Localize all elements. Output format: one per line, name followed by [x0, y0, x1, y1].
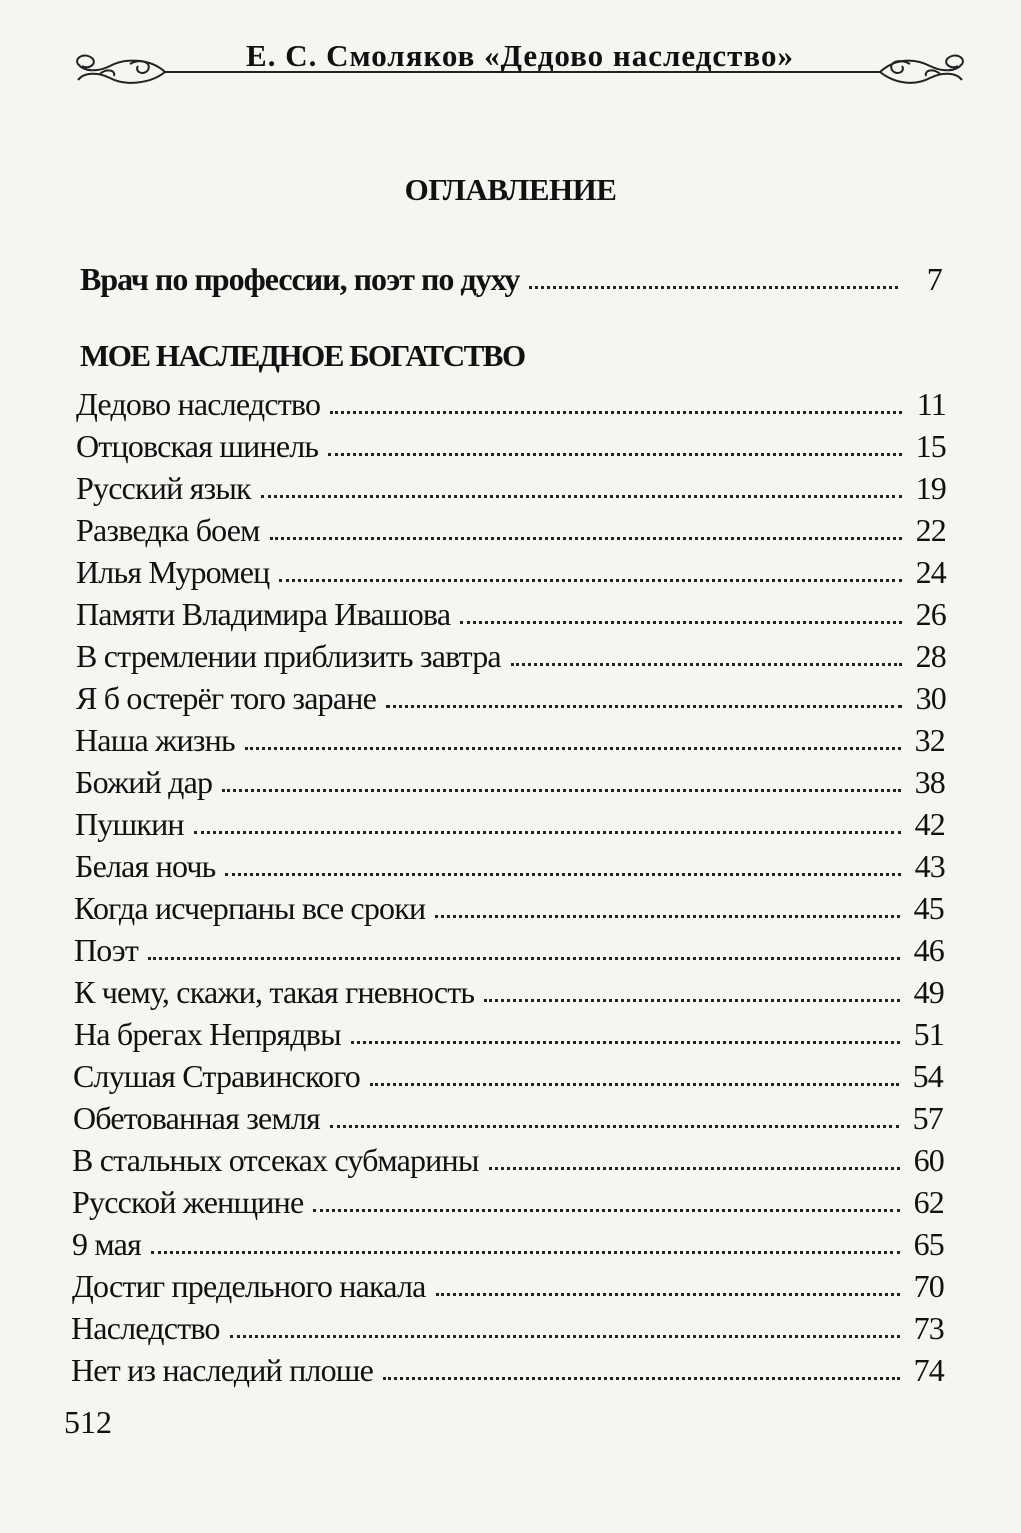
dot-leader	[489, 1167, 900, 1170]
toc-entry-title: Обетованная земля	[73, 1100, 320, 1136]
running-head	[70, 28, 970, 88]
toc-entry-title: Наша жизнь	[75, 722, 235, 758]
section-heading: МОЕ НАСЛЕДНОЕ БОГАТСТВО	[80, 338, 525, 373]
dot-leader	[279, 579, 901, 582]
toc-entry-page: 65	[913, 1226, 944, 1262]
toc-entry[interactable]	[75, 719, 945, 759]
toc-entry-title: Пушкин	[75, 806, 184, 842]
dot-leader	[370, 1083, 899, 1086]
toc-entry-page: 51	[913, 1016, 944, 1052]
toc-entry-page: 42	[914, 806, 945, 842]
toc-entry[interactable]	[76, 551, 946, 591]
toc-entry-page: 70	[913, 1268, 944, 1304]
dot-leader	[194, 831, 901, 834]
page-number: 512	[64, 1404, 112, 1440]
dot-leader	[460, 621, 901, 624]
toc-entry-page: 73	[913, 1310, 944, 1346]
toc-entry-title: В стремлении приблизить завтра	[76, 638, 501, 674]
toc-entry[interactable]	[72, 1223, 944, 1263]
toc-entry[interactable]	[72, 1265, 944, 1305]
toc-entry-page: 74	[913, 1352, 944, 1388]
toc-entry[interactable]	[71, 1307, 944, 1347]
toc-entry-title: На брегах Непрядвы	[74, 1016, 341, 1052]
toc-entry[interactable]	[72, 1181, 944, 1221]
dot-leader	[151, 1251, 900, 1254]
toc-entry-page: 54	[912, 1058, 943, 1094]
toc-entry-title: К чему, скажи, такая гневность	[74, 974, 475, 1010]
toc-entry-title: Врач по профессии, поэт по духу	[80, 261, 520, 297]
dot-leader	[148, 957, 900, 960]
toc-entry-page: 19	[915, 470, 946, 506]
dot-leader	[230, 1335, 900, 1338]
dot-leader	[222, 789, 900, 792]
toc-entry[interactable]	[76, 509, 946, 549]
toc-entry-page: 22	[915, 512, 946, 548]
toc-entry-title: Поэт	[74, 932, 139, 968]
toc-entry[interactable]	[72, 1139, 944, 1179]
toc-entry-title: Я б остерёг того заране	[76, 680, 377, 716]
toc-entry-page: 46	[913, 932, 944, 968]
toc-entry-page: 15	[915, 428, 946, 464]
dot-leader	[245, 747, 901, 750]
toc-entry-page: 38	[914, 764, 945, 800]
toc-entry[interactable]	[76, 593, 946, 633]
toc-entry-title: Разведка боем	[76, 512, 260, 548]
dot-leader	[261, 495, 902, 498]
toc-entry-page: 43	[914, 848, 945, 884]
toc-entry[interactable]	[74, 1013, 944, 1053]
toc-entry[interactable]	[76, 467, 946, 507]
toc-entry-title: Слушая Стравинского	[73, 1058, 360, 1094]
toc-entry-intro[interactable]	[80, 258, 942, 298]
toc-entry[interactable]	[75, 761, 945, 801]
toc-entry-page: 24	[915, 554, 946, 590]
dot-leader	[313, 1209, 899, 1212]
toc-entry-title: Когда исчерпаны все сроки	[74, 890, 426, 926]
toc-entry-page: 11	[916, 386, 946, 422]
toc-entry-title: Памяти Владимира Ивашова	[76, 596, 451, 632]
dot-leader	[383, 1377, 900, 1380]
toc-entry[interactable]	[76, 677, 946, 717]
toc-entry-page: 26	[915, 596, 946, 632]
dot-leader	[435, 915, 899, 918]
dot-leader	[529, 286, 898, 289]
toc-entry[interactable]	[74, 929, 944, 969]
toc-entry-title: Русской женщине	[72, 1184, 304, 1220]
dot-leader	[351, 1041, 900, 1044]
toc-entry-title: Русский язык	[76, 470, 251, 506]
toc-entry[interactable]	[74, 887, 944, 927]
dot-leader	[328, 453, 901, 456]
toc-entry-title: Достиг предельного накала	[72, 1268, 426, 1304]
toc-entry-page: 7	[926, 261, 942, 297]
dot-leader	[436, 1293, 900, 1296]
toc-entry-title: Наследство	[71, 1310, 220, 1346]
toc-entry-title: 9 мая	[72, 1226, 141, 1262]
toc-entry-page: 62	[913, 1184, 944, 1220]
toc-entry-page: 45	[913, 890, 944, 926]
toc-entry-page: 32	[914, 722, 945, 758]
toc-heading: ОГЛАВЛЕНИЕ	[404, 172, 617, 207]
toc-entry-title: В стальных отсеках субмарины	[72, 1142, 479, 1178]
toc-entry[interactable]	[75, 845, 945, 885]
toc-entry-page: 28	[915, 638, 946, 674]
toc-entry-page: 49	[913, 974, 944, 1010]
dot-leader	[270, 537, 902, 540]
toc-entry-title: Белая ночь	[75, 848, 216, 884]
dot-leader	[484, 999, 899, 1002]
toc-entry-title: Дедово наследство	[76, 386, 321, 422]
toc-entry[interactable]	[73, 1055, 943, 1095]
toc-entry[interactable]	[71, 1349, 944, 1389]
toc-entry-title: Нет из наследий плоше	[71, 1352, 374, 1388]
toc-entry[interactable]	[73, 1097, 943, 1137]
toc-entry[interactable]	[76, 425, 946, 465]
running-head-title: Е. С. Смоляков «Дедово наследство»	[246, 38, 794, 73]
toc-entry[interactable]	[76, 635, 946, 675]
toc-entry[interactable]	[76, 383, 946, 423]
toc-entry[interactable]	[75, 803, 945, 843]
dot-leader	[330, 1125, 899, 1128]
toc-entry-page: 57	[912, 1100, 943, 1136]
toc-entry-page: 60	[913, 1142, 944, 1178]
toc-entry-title: Илья Муромец	[76, 554, 270, 590]
dot-leader	[225, 873, 900, 876]
toc-entry-title: Божий дар	[75, 764, 213, 800]
dot-leader	[511, 663, 902, 666]
toc-entry-page: 30	[915, 680, 946, 716]
dot-leader	[386, 705, 902, 708]
toc-entry[interactable]	[74, 971, 944, 1011]
toc-entry-title: Отцовская шинель	[76, 428, 319, 464]
dot-leader	[330, 411, 902, 414]
